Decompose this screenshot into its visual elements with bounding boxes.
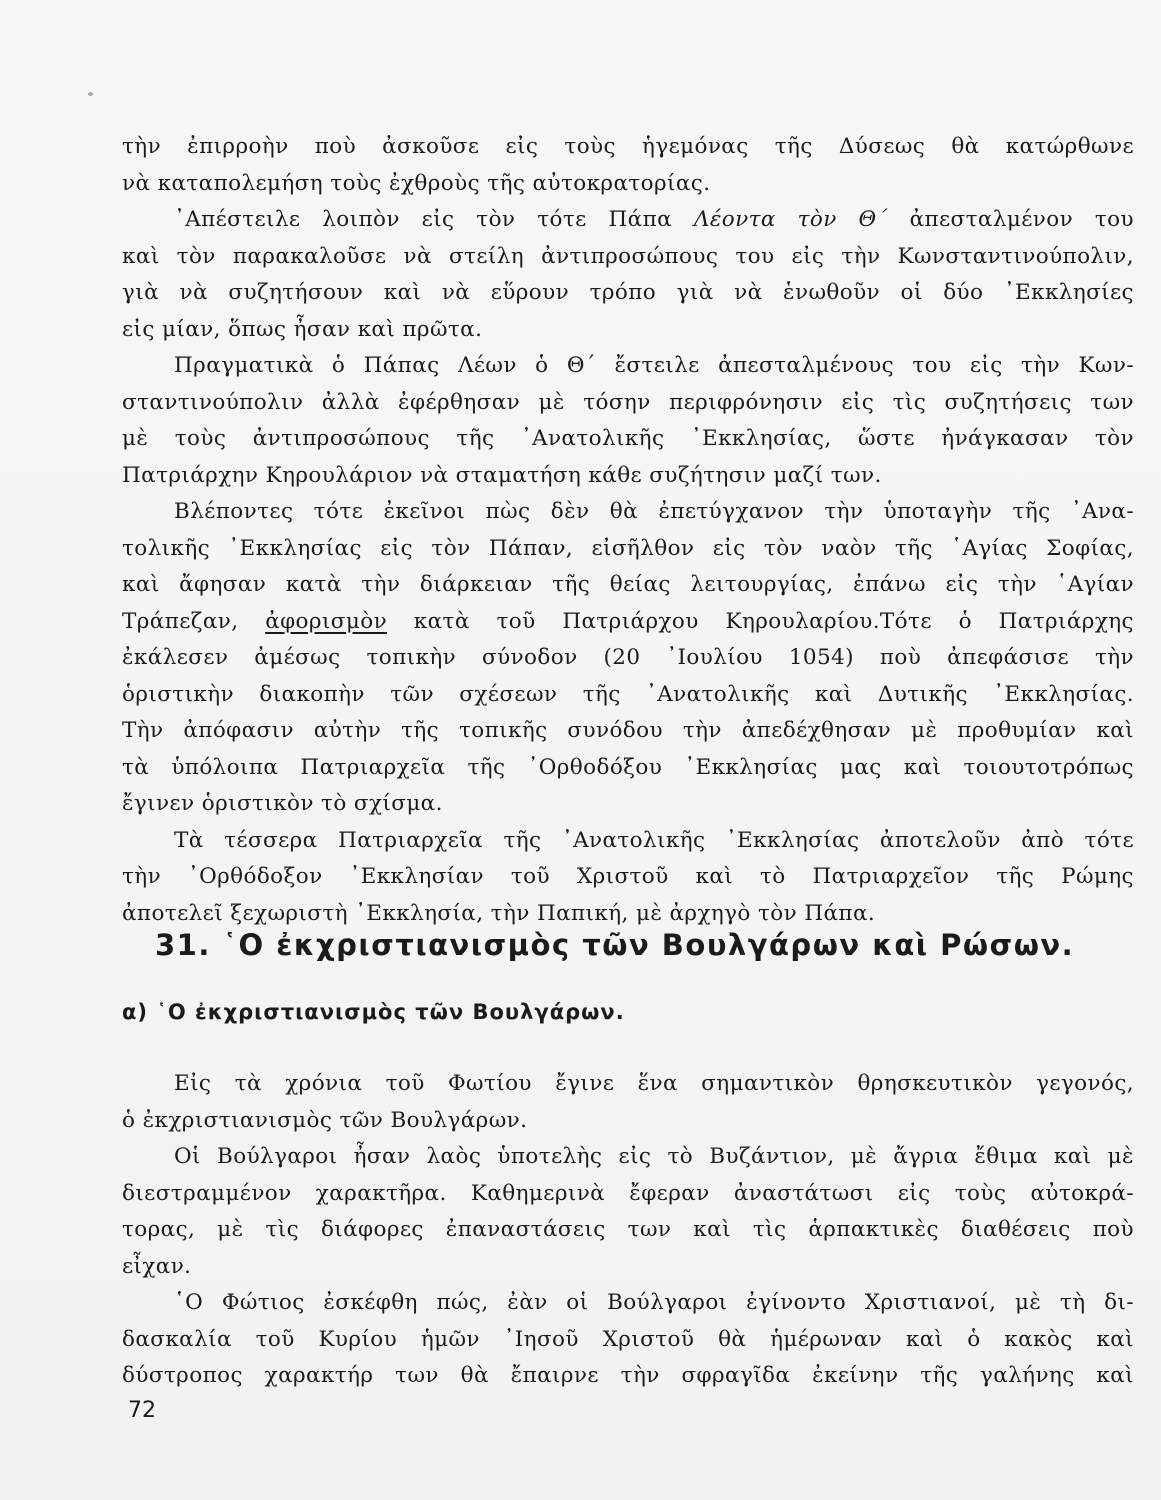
text-line: γιὰ νὰ συζητήσουν καὶ νὰ εὕρουν τρόπο γιὰ νὰ ἑνωθοῦν οἱ δύο ᾿Εκκλησίες xyxy=(122,280,1134,305)
paragraph-6 xyxy=(122,1066,1134,1139)
paragraph-7 xyxy=(122,1139,1134,1285)
text-line: σταντινούπολιν ἀλλὰ ἐφέρθησαν μὲ τόσην περιφρόνησιν εἰς τὶς συζητήσεις των xyxy=(122,389,1134,415)
text-line: Πατριάρχην Κηρουλάριον νὰ σταματήση κάθε συζήτησιν μαζί των. xyxy=(122,462,882,488)
text-line: τὰ ὑπόλοιπα Πατριαρχεῖα τῆς ᾿Ορθοδόξου ᾿Εκκλησίας μας καὶ τοιουτοτρόπως xyxy=(122,754,1134,780)
text-fragment: ᾿Απέστειλε λοιπὸν εἰς τὸν τότε Πάπα xyxy=(174,207,694,232)
text-line: νὰ καταπολεμήση τοὺς ἐχθροὺς τῆς αὐτοκρατορίας. xyxy=(122,170,711,196)
text-line: δασκαλία τοῦ Κυρίου ἡμῶν ᾿Ιησοῦ Χριστοῦ θὰ ἡμέρωναν καὶ ὁ κακὸς καὶ xyxy=(122,1326,1134,1352)
text-line: τὴν ἐπιρροὴν ποὺ ἀσκοῦσε εἰς τοὺς ἡγεμόνας τῆς Δύσεως θὰ κατώρθωνε xyxy=(122,134,1134,159)
paragraph-1 xyxy=(122,129,1134,202)
text-line xyxy=(122,604,1134,641)
text-line: ὁριστικὴν διακοπὴν τῶν σχέσεων τῆς ᾿Ανατολικῆς καὶ Δυτικῆς ᾿Εκκλησίας. xyxy=(122,681,1134,707)
text-line: Οἱ Βούλγαροι ἦσαν λαὸς ὑποτελὴς εἰς τὸ Βυζάντιον, μὲ ἄγρια ἔθιμα καὶ μὲ xyxy=(174,1144,1134,1169)
text-fragment: Τράπεζαν, xyxy=(122,608,266,634)
text-line: ὁ ἐκχριστιανισμὸς τῶν Βουλγάρων. xyxy=(122,1107,528,1133)
text-fragment: κατὰ τοῦ Πατριάρχου Κηρουλαρίου.Τότε ὁ Πατριάρχης xyxy=(387,608,1134,634)
paragraph-4 xyxy=(122,494,1134,823)
paragraph-2 xyxy=(122,202,1134,348)
paragraph-5 xyxy=(122,823,1134,933)
text-block-schism xyxy=(122,129,1134,932)
text-line: μὲ τοὺς ἀντιπροσώπους τῆς ᾿Ανατολικῆς ᾿Εκκλησίας, ὥστε ἠνάγκασαν τὸν xyxy=(122,426,1134,451)
text-line: Εἰς τὰ χρόνια τοῦ Φωτίου ἔγινε ἕνα σημαντικὸν θρησκευτικὸν γεγονός, xyxy=(174,1071,1134,1096)
text-line: εἰς μίαν, ὅπως ἦσαν καὶ πρῶτα. xyxy=(122,316,483,342)
text-line: δύστροπος χαρακτήρ των θὰ ἔπαιρνε τὴν σφραγῖδα ἐκείνην τῆς γαλήνης καὶ xyxy=(122,1363,1134,1388)
text-fragment: ἀπεσταλμένον του xyxy=(887,207,1135,232)
text-line: καὶ ἄφησαν κατὰ τὴν διάρκειαν τῆς θείας λειτουργίας, ἐπάνω εἰς τὴν ῾Αγίαν xyxy=(122,572,1134,597)
text-line: Τὰ τέσσερα Πατριαρχεῖα τῆς ᾿Ανατολικῆς ᾿Εκκλησίας ἀποτελοῦν ἀπὸ τότε xyxy=(174,827,1134,853)
text-line: ἀποτελεῖ ξεχωριστὴ ᾿Εκκλησία, τὴν Παπική, μὲ ἀρχηγὸ τὸν Πάπα. xyxy=(122,900,876,926)
page-number: 72 xyxy=(128,1398,156,1423)
text-line: Τὴν ἀπόφασιν αὐτὴν τῆς τοπικῆς συνόδου τὴν ἀπεδέχθησαν μὲ προθυμίαν καὶ xyxy=(122,718,1134,743)
paragraph-8 xyxy=(122,1285,1134,1395)
text-line: εἶχαν. xyxy=(122,1253,192,1279)
text-line: ἐκάλεσεν ἀμέσως τοπικὴν σύνοδον (20 ᾿Ιουλίου 1054) ποὺ ἀπεφάσισε τὴν xyxy=(122,645,1134,670)
underlined-word: ἀφορισμὸν xyxy=(265,608,388,634)
text-line xyxy=(122,202,1134,239)
text-line: τορας, μὲ τὶς διάφορες ἐπαναστάσεις των καὶ τὶς ἁρπακτικὲς διαθέσεις ποὺ xyxy=(122,1217,1134,1242)
text-block-bulgarians xyxy=(122,1066,1134,1395)
text-line: Πραγματικὰ ὁ Πάπας Λέων ὁ Θ΄ ἔστειλε ἀπεσταλμένους του εἰς τὴν Κων- xyxy=(174,353,1134,378)
text-line: Βλέποντες τότε ἐκεῖνοι πὼς δὲν θὰ ἐπετύγχανον τὴν ὑποταγὴν τῆς ᾿Ανα- xyxy=(174,499,1134,524)
paragraph-3 xyxy=(122,348,1134,494)
text-line: τολικῆς ᾿Εκκλησίας εἰς τὸν Πάπαν, εἰσῆλθον εἰς τὸν ναὸν τῆς ῾Αγίας Σοφίας, xyxy=(122,535,1134,561)
text-line: διεστραμμένον χαρακτῆρα. Καθημερινὰ ἔφεραν ἀναστάτωσι εἰς τοὺς αὐτοκρά- xyxy=(122,1180,1134,1206)
text-line: ῾Ο Φώτιος ἐσκέφθη πώς, ἐὰν οἱ Βούλγαροι ἐγίνοντο Χριστιανοί, μὲ τὴ δι- xyxy=(174,1290,1134,1315)
text-line: ἔγινεν ὁριστικὸν τὸ σχίσμα. xyxy=(122,791,443,816)
ink-speck xyxy=(88,92,93,96)
text-line: τὴν ᾿Ορθόδοξον ᾿Εκκλησίαν τοῦ Χριστοῦ καὶ τὸ Πατριαρχεῖον τῆς Ρώμης xyxy=(122,864,1134,889)
subsection-heading: α) ῾Ο ἐκχριστιανισμὸς τῶν Βουλγάρων. xyxy=(122,1000,625,1024)
italic-name-leo: Λέοντα τὸν Θ΄ xyxy=(693,207,888,232)
text-line: καὶ τὸν παρακαλοῦσε νὰ στείλη ἀντιπροσώπους του εἰς τὴν Κωνσταντινούπολιν, xyxy=(122,243,1134,269)
section-heading: 31. ῾Ο ἐκχριστιανισμὸς τῶν Βουλγάρων καὶ Ρώσων. xyxy=(155,928,1075,962)
